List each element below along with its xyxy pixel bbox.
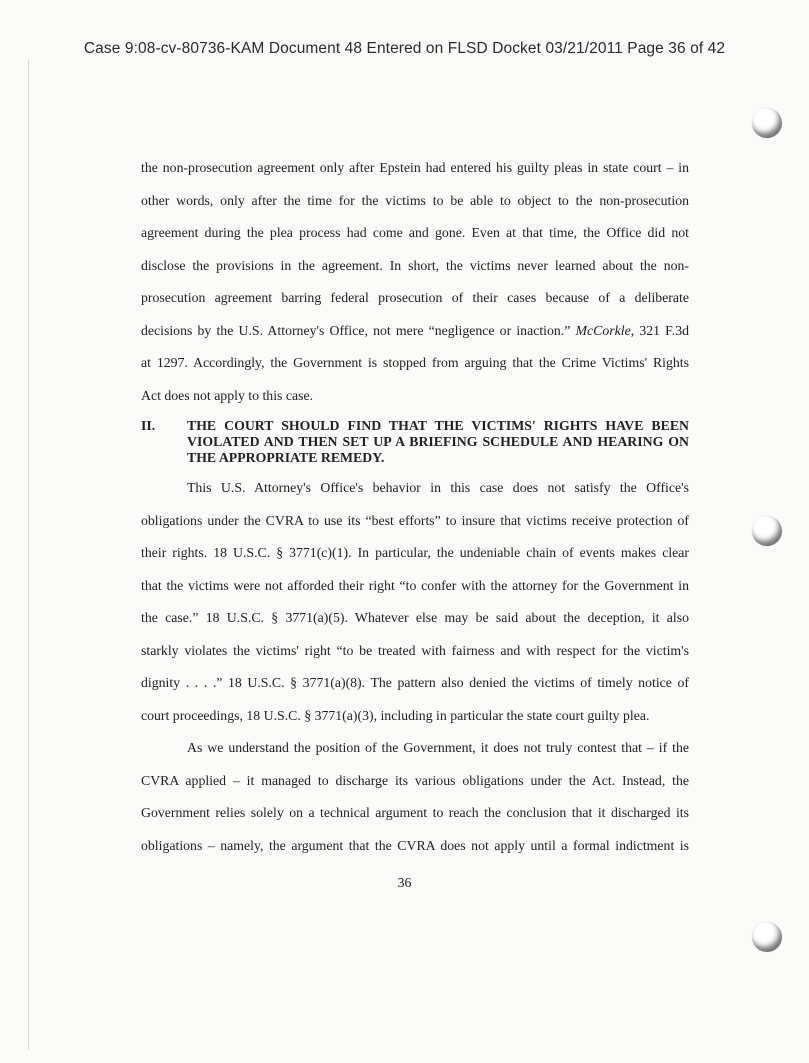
hole-punch-top bbox=[752, 108, 782, 138]
text-line: disclose the provisions in the agreement. In short, the victims never learned about the non- bbox=[141, 257, 689, 273]
hole-punch-middle bbox=[752, 516, 782, 546]
paragraph-behavior bbox=[141, 472, 689, 732]
heading-line: THE COURT SHOULD FIND THAT THE VICTIMS' RIGHTS HAVE BEEN bbox=[187, 418, 689, 433]
section-heading bbox=[141, 418, 689, 466]
page-number: 36 bbox=[397, 875, 412, 890]
text-line: obligations under the CVRA to use its “best efforts” to insure that victims receive protection of bbox=[141, 512, 689, 528]
text-line: As we understand the position of the Government, it does not truly contest that – if the bbox=[187, 740, 689, 755]
text-line: the non-prosecution agreement only after Epstein had entered his guilty pleas in state court – in bbox=[141, 160, 689, 175]
text-line: court proceedings, 18 U.S.C. § 3771(a)(3), including in particular the state court guilty plea. bbox=[141, 707, 650, 723]
ecf-header: Case 9:08-cv-80736-KAM Document 48 Entered on FLSD Docket 03/21/2011 Page 36 of 42 bbox=[83, 40, 726, 57]
text-line: at 1297. Accordingly, the Government is stopped from arguing that the Crime Victims' Rights bbox=[141, 355, 689, 370]
paragraph-continuation bbox=[141, 152, 689, 412]
text-line: their rights. 18 U.S.C. § 3771(c)(1). In particular, the undeniable chain of events makes clear bbox=[141, 545, 689, 560]
text-line: dignity . . . .” 18 U.S.C. § 3771(a)(8). The pattern also denied the victims of timely notice of bbox=[141, 675, 689, 690]
text-line: This U.S. Attorney's Office's behavior in this case does not satisfy the Office's bbox=[187, 480, 689, 495]
text-line: agreement during the plea process had come and gone. Even at that time, the Office did not bbox=[141, 225, 689, 240]
text-line: starkly violates the victims' right “to be treated with fairness and with respect for the victim's bbox=[141, 642, 689, 658]
case-citation: McCorkle bbox=[575, 322, 631, 338]
text-line: Act does not apply to this case. bbox=[141, 387, 314, 403]
text-line: other words, only after the time for the victims to be able to object to the non-prosecution bbox=[141, 192, 689, 208]
text-line: CVRA applied – it managed to discharge its various obligations under the Act. Instead, the bbox=[141, 772, 689, 788]
text-line: prosecution agreement barring federal prosecution of their cases because of a deliberate bbox=[141, 290, 689, 305]
text-line-with-citation bbox=[141, 315, 689, 348]
hole-punch-bottom bbox=[752, 922, 782, 952]
section-number: II. bbox=[141, 418, 156, 433]
heading-line: VIOLATED AND THEN SET UP A BRIEFING SCHEDULE AND HEARING ON bbox=[187, 434, 689, 449]
text-line: the case.” 18 U.S.C. § 3771(a)(5). Whatever else may be said about the deception, it also bbox=[141, 610, 689, 625]
scan-margin-line bbox=[28, 60, 29, 1050]
document-body bbox=[141, 152, 689, 862]
citation-reporter: , 321 F.3d bbox=[630, 322, 689, 338]
text-line: obligations – namely, the argument that the CVRA does not apply until a formal indictment is bbox=[141, 837, 689, 853]
heading-line: THE APPROPRIATE REMEDY. bbox=[187, 450, 385, 465]
text-span: decisions by the U.S. Attorney's Office, not mere “negligence or inaction.” bbox=[141, 322, 571, 338]
paragraph-government-position bbox=[141, 732, 689, 862]
text-line: that the victims were not afforded their right “to confer with the attorney for the Government in bbox=[141, 577, 689, 593]
text-line: Government relies solely on a technical argument to reach the conclusion that it discharged its bbox=[141, 805, 689, 820]
